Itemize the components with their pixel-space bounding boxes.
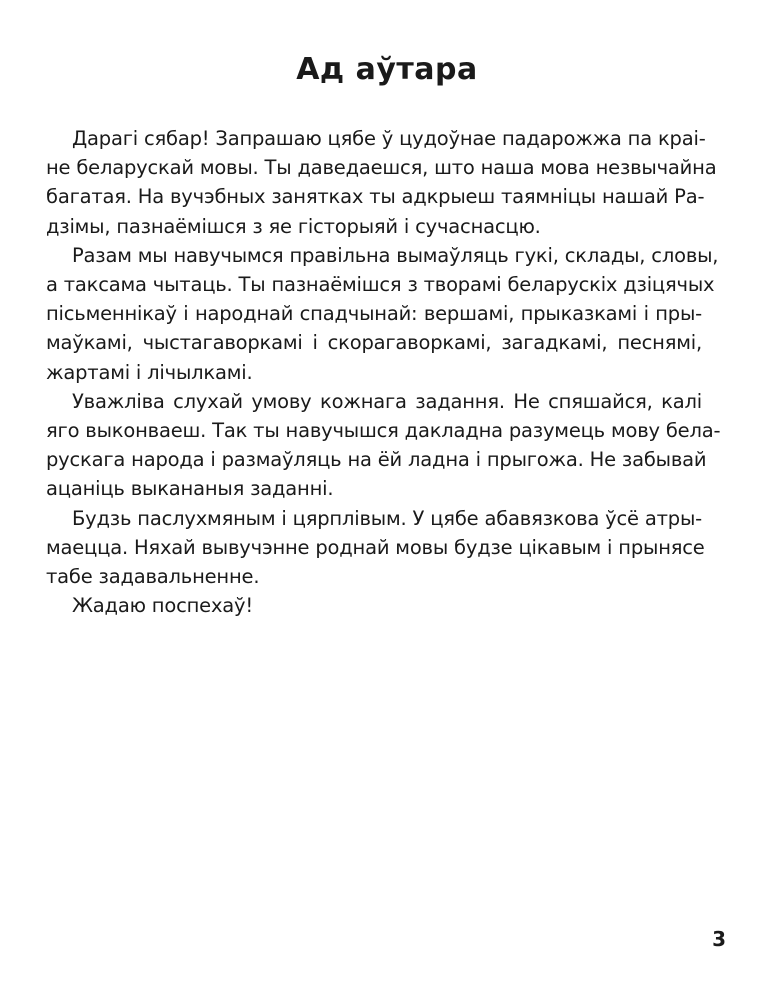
paragraph [46, 387, 721, 504]
text-line: Разам мы навучымся правільна вымаўляць гукі, склады, словы, [72, 243, 719, 267]
text-line: пісьменнікаў і народнай спадчынай: вершамі, прыказкамі і пры- [46, 302, 702, 326]
text-line: Будзь паслухмяным і цярплівым. У цябе абавязкова ўсё атры- [72, 506, 702, 530]
text-line: Жадаю поспехаў! [72, 594, 253, 618]
page-number: 3 [712, 927, 726, 951]
text-line: дзімы, пазнаёмішся з яе гісторыяй і сучаснасцю. [46, 214, 541, 238]
paragraph [46, 124, 717, 241]
text-line: табе задавальненне. [46, 565, 260, 589]
paragraph [46, 504, 705, 592]
text-line: ацаніць выкананыя заданні. [46, 477, 334, 501]
text-line: жартамі і лічылкамі. [46, 360, 253, 384]
author-foreword-text [46, 124, 721, 620]
text-line: Уважліва слухай умову кожнага задання. Не спяшайся, калі [72, 389, 702, 413]
text-line: маўкамі, чыстагаворкамі і скорагаворкамі, загадкамі, песнямі, [46, 331, 702, 355]
text-line: багатая. На вучэбных занятках ты адкрыеш таямніцы нашай Ра- [46, 185, 705, 209]
text-line: Дарагі сябар! Запрашаю цябе ў цудоўнае падарожжа па краі- [72, 127, 706, 150]
text-line: яго выконваеш. Так ты навучышся дакладна разумець мову бела- [46, 419, 721, 443]
paragraph [72, 591, 702, 620]
text-line: рускага народа і размаўляць на ёй ладна і прыгожа. Не забывай [46, 448, 707, 472]
page-title: Ад аўтара [296, 52, 478, 87]
paragraph [46, 241, 719, 387]
text-line: не беларускай мовы. Ты даведаешся, што наша мова незвычайна [46, 156, 717, 180]
text-line: маецца. Няхай вывучэнне роднай мовы будзе цікавым і прынясе [46, 535, 705, 559]
text-line: а таксама чытаць. Ты пазнаёмішся з творамі беларускіх дзіцячых [46, 273, 715, 297]
